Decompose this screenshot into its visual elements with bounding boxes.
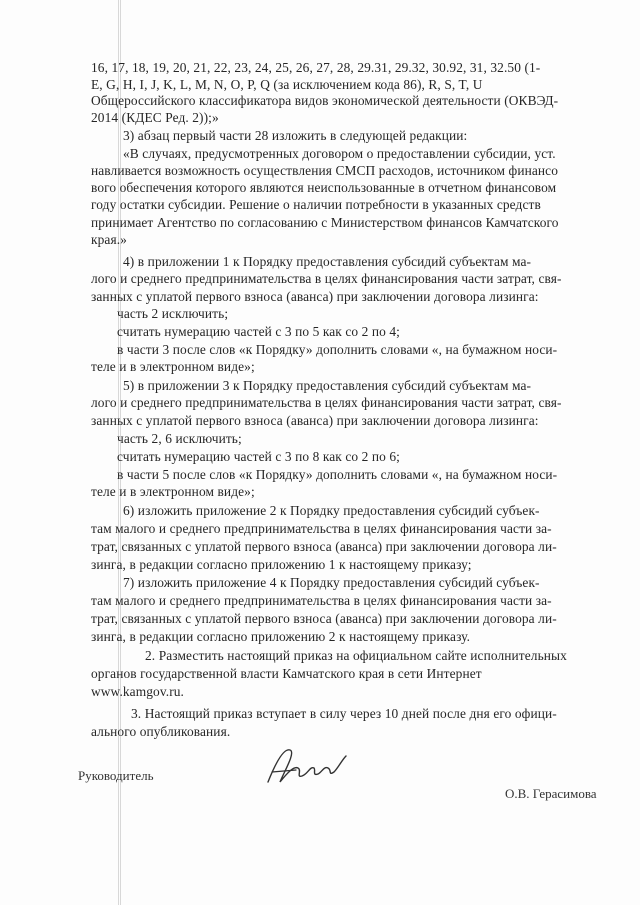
handwritten-signature [262, 742, 352, 790]
text-line: в части 5 после слов «к Порядку» дополнить словами «, на бумажном носи- [117, 467, 558, 482]
text-line: теле и в электронном виде»; [91, 484, 255, 499]
text-line: 2. Разместить настоящий приказ на официальном сайте исполнительных [145, 648, 567, 663]
text-line: там малого и среднего предпринимательства в целях финансирования части за- [91, 593, 552, 608]
text-line: лого и среднего предпринимательства в целях финансирования части затрат, свя- [91, 271, 562, 286]
signatory-role: Руководитель [78, 768, 154, 783]
text-line: 3) абзац первый части 28 изложить в следующей редакции: [123, 128, 468, 143]
text-line: часть 2, 6 исключить; [117, 431, 242, 446]
text-line: часть 2 исключить; [117, 306, 229, 321]
text-line: 5) в приложении 3 к Порядку предоставления субсидий субъектам ма- [123, 378, 532, 393]
text-line: ального опубликования. [91, 724, 231, 739]
text-line: 3. Настоящий приказ вступает в силу через 10 дней после дня его офици- [131, 706, 557, 721]
text-line: принимает Агентство по согласованию с Министерством финансов Камчатского [91, 215, 559, 230]
text-line: году остатки субсидии. Решение о наличии потребности в указанных средств [91, 197, 541, 212]
signatory-name: О.В. Герасимова [505, 786, 597, 801]
text-line: «В случаях, предусмотренных договором о предоставлении субсидии, уст. [123, 146, 556, 161]
text-line: 6) изложить приложение 2 к Порядку предоставления субсидий субъек- [123, 503, 540, 518]
text-line: E, G, H, I, J, K, L, M, N, O, P, Q (за исключением кода 86), R, S, T, U [91, 77, 483, 92]
text-line: органов государственной власти Камчатского края в сети Интернет [91, 666, 482, 681]
text-line: зинга, в редакции согласно приложению 1 к настоящему приказу; [91, 557, 472, 572]
text-line: вого обеспечения которого являются неиспользованные в отчетном финансовом [91, 180, 557, 195]
text-line: в части 3 после слов «к Порядку» дополнить словами «, на бумажном носи- [117, 342, 558, 357]
text-line: трат, связанных с уплатой первого взноса (аванса) при заключении договора ли- [91, 539, 557, 554]
text-line: 16, 17, 18, 19, 20, 21, 22, 23, 24, 25, 26, 27, 28, 29.31, 29.32, 30.92, 31, 32.50 (1- [91, 60, 541, 75]
text-line: Общероссийского классификатора видов экономической деятельности (ОКВЭД- [91, 93, 559, 108]
text-line: занных с уплатой первого взноса (аванса) при заключении договора лизинга: [91, 413, 539, 428]
text-line: трат, связанных с уплатой первого взноса (аванса) при заключении договора ли- [91, 611, 557, 626]
text-line: считать нумерацию частей с 3 по 5 как со 2 по 4; [117, 324, 400, 339]
text-line: 7) изложить приложение 4 к Порядку предоставления субсидий субъек- [123, 575, 540, 590]
text-line: теле и в электронном виде»; [91, 359, 255, 374]
text-line: края.» [91, 232, 127, 247]
text-line: занных с уплатой первого взноса (аванса) при заключении договора лизинга: [91, 289, 539, 304]
text-line: там малого и среднего предпринимательства в целях финансирования части за- [91, 521, 552, 536]
text-line: навливается возможность осуществления СМСП расходов, источником финансо [91, 163, 559, 178]
text-line: считать нумерацию частей с 3 по 8 как со 2 по 6; [117, 449, 400, 464]
text-line: зинга, в редакции согласно приложению 2 к настоящему приказу. [91, 629, 471, 644]
text-line: 4) в приложении 1 к Порядку предоставления субсидий субъектам ма- [123, 254, 532, 269]
text-line: www.kamgov.ru. [91, 684, 185, 699]
text-line: лого и среднего предпринимательства в целях финансирования части затрат, свя- [91, 395, 562, 410]
text-line: 2014 (КДЕС Ред. 2));» [91, 110, 219, 125]
